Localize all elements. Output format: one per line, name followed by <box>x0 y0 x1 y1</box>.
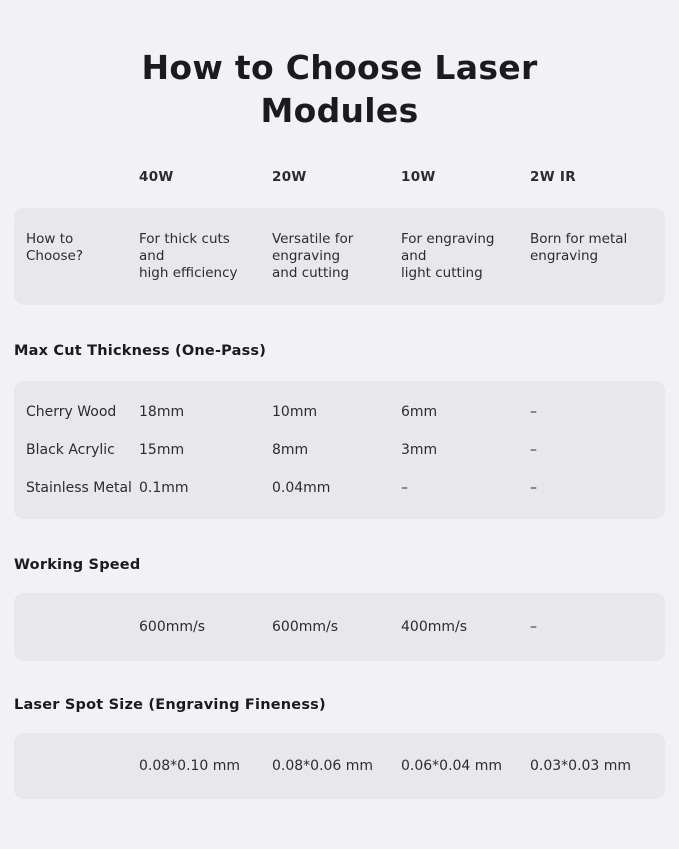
how-to-choose-label-line-2: Choose? <box>26 248 84 264</box>
black-acrylic-10w: 3mm <box>401 442 438 458</box>
laser-spot-size-20w: 0.08*0.06 mm <box>272 758 374 774</box>
section-heading-max-cut-thickness: Max Cut Thickness (One-Pass) <box>14 343 267 359</box>
how-to-choose-40w-line-2: and <box>139 248 165 264</box>
section-heading-working-speed: Working Speed <box>14 557 141 573</box>
how-to-choose-40w-line-3: high efficiency <box>139 265 238 281</box>
black-acrylic-20w: 8mm <box>272 442 309 458</box>
cherry-wood-10w: 6mm <box>401 404 438 420</box>
how-to-choose-2wir-line-2: engraving <box>530 248 599 264</box>
cherry-wood-20w: 10mm <box>272 404 318 420</box>
column-header-10w: 10W <box>401 169 436 185</box>
how-to-choose-20w-line-3: and cutting <box>272 265 350 281</box>
table-row <box>26 442 653 458</box>
working-speed-20w: 600mm/s <box>272 619 339 635</box>
row-label-cherry-wood: Cherry Wood <box>26 404 117 420</box>
cherry-wood-2wir: – <box>530 404 537 420</box>
laser-spot-size-card <box>14 733 665 799</box>
table-row <box>26 619 653 635</box>
stainless-metal-20w: 0.04mm <box>272 480 331 496</box>
how-to-choose-cell-2wir <box>530 231 653 265</box>
working-speed-card <box>14 593 665 661</box>
cherry-wood-40w: 18mm <box>139 404 185 420</box>
max-cut-thickness-card <box>14 381 665 519</box>
how-to-choose-10w-line-3: light cutting <box>401 265 483 281</box>
laser-spot-size-10w: 0.06*0.04 mm <box>401 758 503 774</box>
how-to-choose-label-line-1: How to <box>26 231 74 247</box>
column-header-2wir: 2W IR <box>530 169 576 185</box>
table-row <box>26 404 653 420</box>
row-label-black-acrylic: Black Acrylic <box>26 442 115 458</box>
stainless-metal-10w: – <box>401 480 408 496</box>
black-acrylic-2wir: – <box>530 442 537 458</box>
working-speed-10w: 400mm/s <box>401 619 468 635</box>
black-acrylic-40w: 15mm <box>139 442 185 458</box>
column-header-40w: 40W <box>139 169 174 185</box>
how-to-choose-10w-line-1: For engraving <box>401 231 495 247</box>
how-to-choose-40w-line-1: For thick cuts <box>139 231 230 247</box>
how-to-choose-label <box>26 231 139 265</box>
column-header-20w: 20W <box>272 169 307 185</box>
page-title <box>0 46 679 132</box>
how-to-choose-2wir-line-1: Born for metal <box>530 231 628 247</box>
how-to-choose-card <box>14 208 665 305</box>
how-to-choose-20w-line-2: engraving <box>272 248 341 264</box>
stainless-metal-2wir: – <box>530 480 537 496</box>
table-row <box>26 758 653 774</box>
working-speed-2wir: – <box>530 619 537 635</box>
page-title-line-2: Modules <box>260 91 419 130</box>
row-label-stainless-metal: Stainless Metal <box>26 480 132 496</box>
how-to-choose-cell-20w <box>272 231 401 282</box>
how-to-choose-10w-line-2: and <box>401 248 427 264</box>
column-header-row <box>26 169 665 186</box>
laser-spot-size-2wir: 0.03*0.03 mm <box>530 758 632 774</box>
how-to-choose-cell-10w <box>401 231 530 282</box>
section-heading-laser-spot-size: Laser Spot Size (Engraving Fineness) <box>14 697 326 713</box>
table-row <box>26 480 653 496</box>
working-speed-40w: 600mm/s <box>139 619 206 635</box>
page-title-line-1: How to Choose Laser <box>141 48 538 87</box>
how-to-choose-cell-40w <box>139 231 272 282</box>
stainless-metal-40w: 0.1mm <box>139 480 189 496</box>
how-to-choose-20w-line-1: Versatile for <box>272 231 354 247</box>
laser-spot-size-40w: 0.08*0.10 mm <box>139 758 241 774</box>
